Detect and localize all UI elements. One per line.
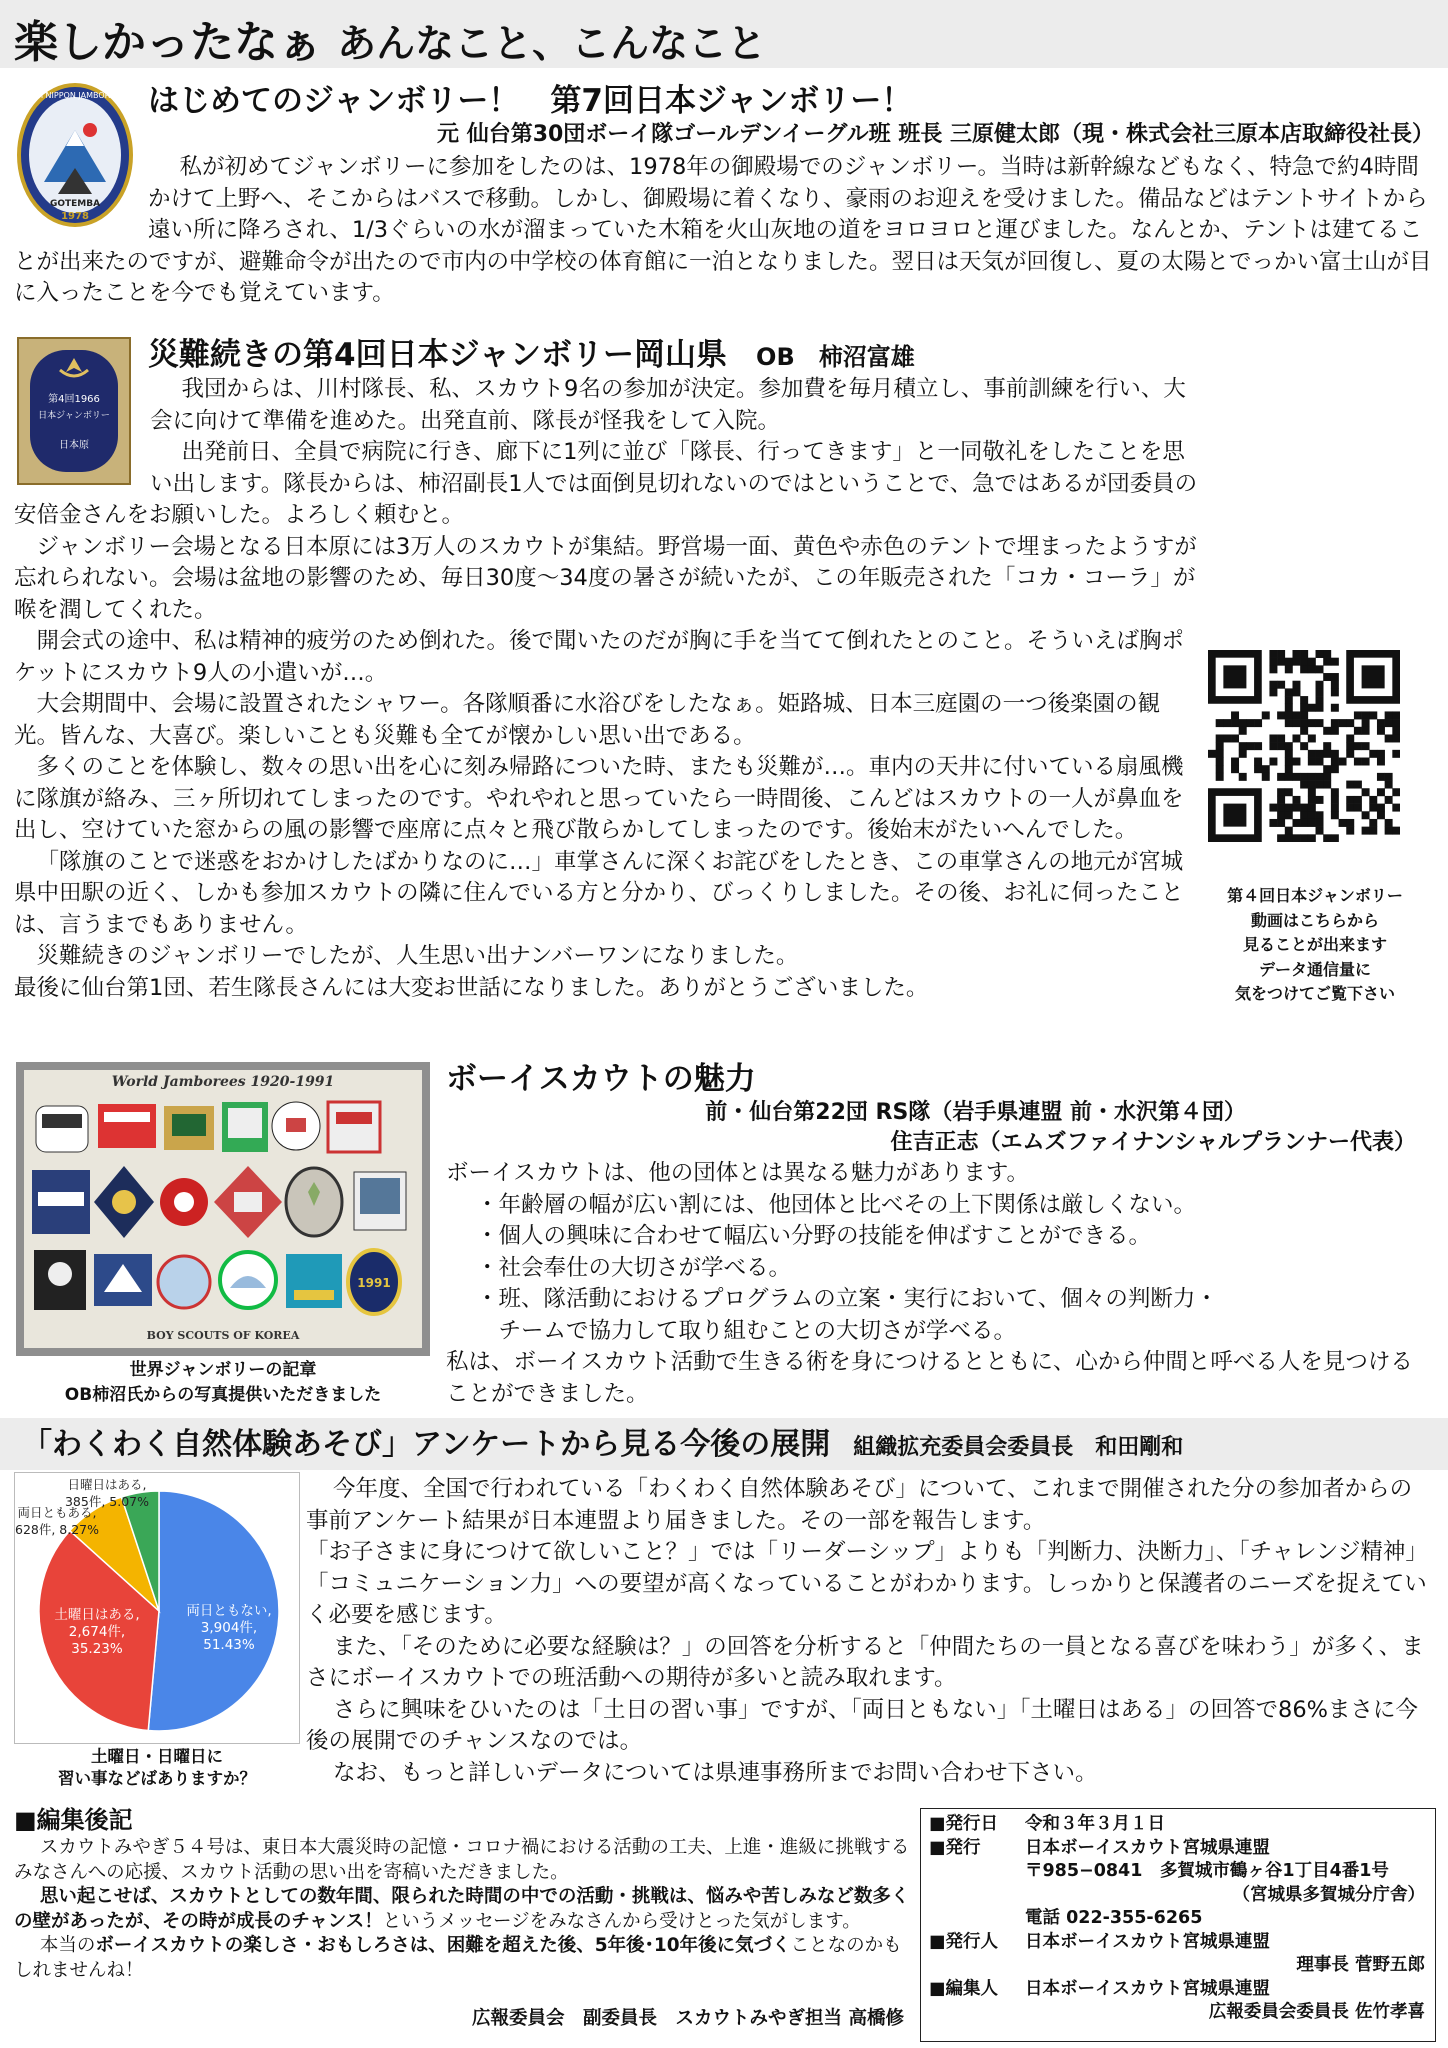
qr-code-graphic <box>1208 650 1400 842</box>
colophon-value: 令和３年３月１日 <box>1025 1814 1165 1834</box>
patch-line2: 日本ジャンボリー <box>38 411 110 421</box>
pie-slice-label: 土曜日はある, 2,674件, 35.23% <box>54 1607 140 1657</box>
article-paragraph: さらに興味をひいたのは「土日の習い事」ですが、「両日ともない」「土曜日はある」の回答で86%まさに今後の展開でのチャンスなのでは。 <box>306 1696 1419 1754</box>
article-intro: ボーイスカウトは、他の団体とは異なる魅力があります。 <box>446 1160 1029 1186</box>
pie-slice-label: 両日ともある, 628件, 8.27% <box>15 1505 100 1537</box>
article-paragraph: また、「そのために必要な経験は？」の回答を分析すると「仲間たちの一員となる喜びを味わう」が多く、まさにボーイスカウトでの班活動への期待が多いと読み取れます。 <box>306 1633 1424 1691</box>
colophon-editor-name: 広報委員会委員長 佐竹孝喜 <box>1208 2002 1425 2022</box>
colophon-tel: 電話 022-355-6265 <box>1025 1908 1203 1928</box>
chart-caption <box>14 1746 300 1790</box>
page-header <box>0 0 1448 68</box>
editors-note-paragraph: スカウトみやぎ５４号は、東日本大震災時の記憶・コロナ禍における活動の工夫、上進・進級に挑戦するみなさんへの応援、スカウト活動の思い出を寄稿いただきました。 <box>14 1837 910 1883</box>
patch-top-text: 7th NIPPON JAMBOREE <box>29 91 121 100</box>
world-jamboree-badges-photo <box>16 1062 430 1356</box>
article-author: OB 柿沼富雄 <box>756 343 915 371</box>
patch-year: 1978 <box>61 211 89 222</box>
editors-note <box>0 1800 1448 2048</box>
editors-note-emphasis: ボーイスカウトの楽しさ・おもしろさは、困難を超えた後、5年後･10年後に気づく <box>95 1935 791 1956</box>
photo-caption-line: OB柿沼氏からの写真提供いただきました <box>64 1385 382 1405</box>
colophon-label: ■発行人 <box>929 1931 999 1952</box>
badge-collection <box>24 1092 422 1328</box>
colophon-address: 〒985−0841 多賀城市鶴ヶ谷1丁目4番1号 <box>1025 1861 1389 1881</box>
colophon-address-detail: （宮城県多賀城分庁舎） <box>1232 1884 1425 1905</box>
colophon-publisher-name: 理事長 菅野五郎 <box>1296 1955 1425 1975</box>
svg-text:1991: 1991 <box>357 1276 391 1290</box>
editors-note-paragraph <box>14 1934 914 1983</box>
colophon-label: ■編集人 <box>929 1978 999 1999</box>
badge-row-2 <box>32 1166 406 1238</box>
editors-note-text: というメッセージをみなさんから受けとった気がします。 <box>382 1910 861 1932</box>
article-paragraph: 災難続きのジャンボリーでしたが、人生思い出ナンバーワンになりました。 <box>36 943 799 969</box>
article-author-line1: 前・仙台第22団 RS隊（岩手県連盟 前・水沢第４団） <box>705 1100 1246 1125</box>
bullet-item: ・班、隊活動におけるプログラムの立案・実行において、個々の判断力・ <box>476 1286 1218 1312</box>
page-subtitle: あんなこと、こんなこと <box>337 22 767 67</box>
article-first-jamboree <box>0 76 1448 323</box>
article-paragraph: 今年度、全国で行われている「わくわく自然体験あそび」について、これまで開催された分の参加者からの事前アンケート結果が日本連盟より届きました。その一部を報告します。 <box>306 1476 1413 1534</box>
editors-note-emphasis: 思い起こせば、スカウトとしての数年間、限られた時間の中での活動・挑戦は、悩みや苦しみなど数多くの壁があったが、その時が成長のチャンス！ <box>14 1886 910 1932</box>
article-paragraph: 「隊旗のことで迷惑をおかけしたばかりなのに…」車掌さんに深くお詫びをしたとき、この車掌さんの地元が宮城県中田駅の近く、しかも参加スカウトの隣に住んでいる方と分かり、びっくりしました。その後、お礼に伺ったことは、言うまでもありません。 <box>14 848 1184 938</box>
editors-note-paragraph <box>14 1885 914 1934</box>
colophon-box <box>920 1808 1436 2042</box>
editors-note-heading: ■編集後記 <box>14 1806 133 1834</box>
photo-caption <box>0 1358 446 1408</box>
article-title: 「わくわく自然体験あそび」アンケートから見る今後の展開 <box>22 1427 831 1462</box>
editors-note-signature: 広報委員会 副委員長 スカウトみやぎ担当 高橋修 <box>472 2008 904 2029</box>
article-paragraph: 私が初めてジャンボリーに参加をしたのは、1978年の御殿場でのジャンボリー。当時は新幹線などもなく、特急で約4時間かけて上野へ、そこからはバスで移動。しかし、御殿場に着くなり、豪雨のお迎えを受けました。備品などはテントサイトから遠い所に降ろされ、1/3ぐらいの水が溜まっていた木箱を火山灰地の道をヨロヨロと運びました。なんとか、テントは建てることが出来たのですが、避難命令が出たので市内の中学校の体育館に一泊となりました。翌日は天気が回復し、夏の太陽とでっかい富士山が目に入ったことを今でも覚えています。 <box>14 154 1432 306</box>
pie-slice-label: 日曜日はある, 385件, 5.07% <box>64 1477 150 1509</box>
article-paragraph: 大会期間中、会場に設置されたシャワー。各隊順番に水浴びをしたなぁ。姫路城、日本三庭園の一つ後楽園の観光。皆んな、大喜び。楽しいことも災難も全てが懐かしい思い出である。 <box>14 691 1161 749</box>
page-title: 楽しかったなぁ <box>14 17 322 68</box>
patch-line1: 第4回1966 <box>48 394 100 405</box>
qr-caption-line: 見ることが出来ます <box>1242 935 1387 954</box>
badge-row-1 <box>36 1102 380 1152</box>
article-survey-header <box>0 1418 1448 1470</box>
article-author-line2: 住吉正志（エムズファイナンシャルプランナー代表） <box>890 1130 1416 1155</box>
article-disaster-jamboree <box>0 330 1448 1052</box>
article-survey <box>0 1470 1448 1792</box>
article-paragraph: 開会式の途中、私は精神的疲労のため倒れた。後で聞いたのだが胸に手を当てて倒れたとのこと。そういえば胸ポケットにスカウト9人の小遣いが…。 <box>14 628 1185 686</box>
article-paragraph: 出発前日、全員で病院に行き、廊下に1列に並び「隊長、行ってきます」と一同敬礼をしたことを思い出します。隊長からは、柿沼副長1人では面倒見切れないのではということで、急ではあるが団委員の安倍金さんをお願いした。よろしく頼むと。 <box>14 439 1198 528</box>
colophon-value: 日本ボーイスカウト宮城県連盟 <box>1025 1931 1270 1952</box>
colophon-value: 日本ボーイスカウト宮城県連盟 <box>1025 1978 1270 1999</box>
article-paragraph: 多くのことを体験し、数々の思い出を心に刻み帰路についた時、またも災難が…。車内の天井に付いている扇風機に隊旗が絡み、三ヶ所切れてしまったのです。やれやれと思っていたら一時間後、こんどはスカウトの一人が鼻血を出し、空けていた窓からの風の影響で座席に点々と飛び散らかしてしまったのです。後始末がたいへんでした。 <box>14 754 1184 843</box>
patch-line3: 日本原 <box>59 440 89 451</box>
article-paragraph: 「お子さまに身につけて欲しいこと？」では「リーダーシップ」よりも「判断力、決断力」、「チャレンジ精神」「コミュニケーション力」への要望が高くなっていることがわかります。しっかりと保護者のニーズを捉えていく必要を感じます。 <box>306 1539 1428 1628</box>
pie-chart <box>15 1473 299 1743</box>
article-title: 災難続きの第4回日本ジャンボリー岡山県 <box>148 337 727 373</box>
editors-note-text: 本当の <box>39 1935 96 1956</box>
article-paragraph: なお、もっと詳しいデータについては県連事務所までお問い合わせ下さい。 <box>333 1759 1098 1786</box>
pie-slice-label: 両日ともない, 3,904件, 51.43% <box>186 1603 272 1653</box>
badge-row-3 <box>34 1250 400 1314</box>
qr-caption-line: 動画はこちらから <box>1250 910 1379 930</box>
article-title: ボーイスカウトの魅力 <box>446 1061 756 1097</box>
article-author: 元 仙台第30団ボーイ隊ゴールデンイーグル班 班長 三原健太郎（現・株式会社三原本店取締役社長） <box>437 122 1434 147</box>
frame-bottom-text: BOY SCOUTS OF KOREA <box>146 1329 300 1342</box>
article-paragraph: 我団からは、川村隊長、私、スカウト9名の参加が決定。参加費を毎月積立し、事前訓練を行い、大会に向けて準備を進めた。出発直前、隊長が怪我をして入院。 <box>150 376 1186 434</box>
bullet-item: チームで協力して取り組むことの大切さが学べる。 <box>476 1317 1017 1344</box>
qr-caption <box>1196 884 1434 1007</box>
bullet-item: ・年齢層の幅が広い割には、他団体と比べその上下関係は厳しくない。 <box>476 1191 1197 1218</box>
article-outro: 私は、ボーイスカウト活動で生きる術を身につけるとともに、心から仲間と呼べる人を見つけることができました。 <box>446 1349 1413 1407</box>
qr-caption-line: 気をつけてご覧下さい <box>1234 984 1395 1003</box>
qr-caption-line: データ通信量に <box>1258 959 1371 979</box>
frame-title: World Jamborees 1920-1991 <box>111 1074 335 1090</box>
editors-note-text: ことなのかもしれませんね！ <box>14 1935 902 1981</box>
bullet-item: ・社会奉仕の大切さが学べる。 <box>476 1254 792 1281</box>
colophon-row <box>929 1837 1425 1861</box>
colophon-row <box>929 1813 1425 1837</box>
article-author: 組織拡充委員会委員長 和田剛和 <box>853 1435 1184 1460</box>
colophon-row <box>929 1978 1425 2002</box>
patch-place: GOTEMBA <box>49 199 101 209</box>
article-paragraph: 最後に仙台第1団、若生隊長さんには大変お世話になりました。ありがとうございました。 <box>14 974 929 1001</box>
colophon-row <box>929 1931 1425 1955</box>
pie-chart-box <box>14 1472 300 1744</box>
colophon-label: ■発行日 <box>929 1814 999 1834</box>
qr-caption-line: 第４回日本ジャンボリー <box>1227 886 1403 905</box>
chart-caption-line: 土曜日・日曜日に <box>91 1747 223 1766</box>
colophon-label: ■発行 <box>929 1837 981 1858</box>
article-paragraph: ジャンボリー会場となる日本原には3万人のスカウトが集結。野営場一面、黄色や赤色のテントで埋まったようすが忘れられない。会場は盆地の影響のため、毎日30度〜34度の暑さが続いたが、この年販売された「コカ・コーラ」が喉を潤してくれた。 <box>14 533 1197 623</box>
chart-caption-line: 習い事などばありますか？ <box>58 1769 256 1788</box>
article-scout-appeal <box>0 1058 1448 1410</box>
bullet-item: ・個人の興味に合わせて幅広い分野の技能を伸ばすことができる。 <box>476 1223 1152 1249</box>
photo-caption-line: 世界ジャンボリーの記章 <box>129 1360 317 1380</box>
colophon-value: 日本ボーイスカウト宮城県連盟 <box>1025 1837 1270 1858</box>
article-title: はじめてのジャンボリー！ 第7回日本ジャンボリー！ <box>148 83 913 119</box>
qr-code[interactable] <box>1208 650 1400 842</box>
